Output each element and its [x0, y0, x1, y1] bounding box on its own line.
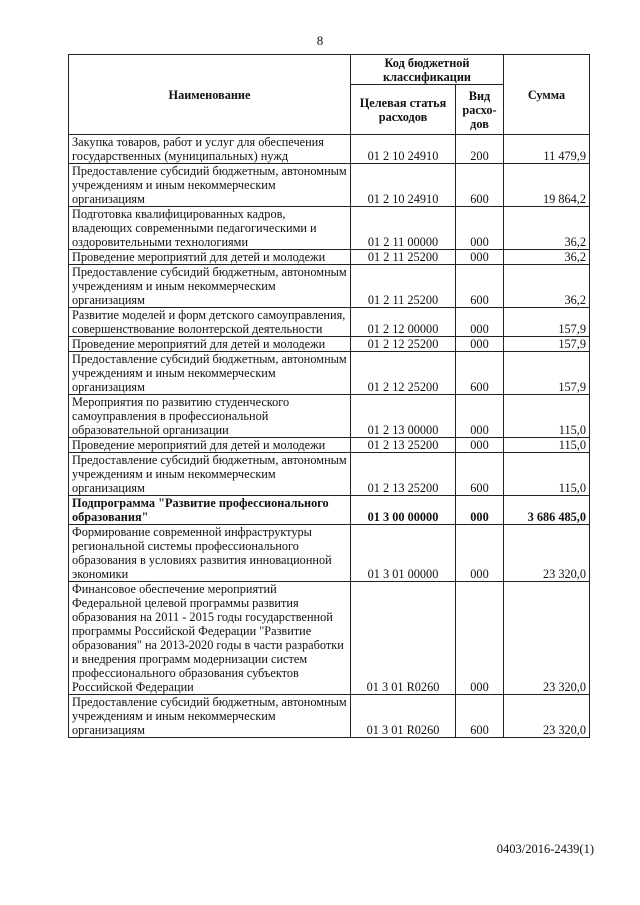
cell-sum: 23 320,0 [504, 695, 590, 738]
cell-sum: 23 320,0 [504, 525, 590, 582]
header-sum: Сумма [504, 55, 590, 135]
cell-kind: 200 [456, 135, 504, 164]
cell-name: Формирование современной инфраструктуры региональной системы профессионального образования в условиях развития инновационной экономики [69, 525, 351, 582]
cell-article: 01 2 12 00000 [351, 308, 456, 337]
table-row [69, 135, 590, 164]
cell-kind: 000 [456, 395, 504, 438]
document-code: 0403/2016-2439(1) [496, 842, 594, 856]
header-article: Целевая статья расходов [351, 85, 456, 135]
cell-kind: 000 [456, 337, 504, 352]
table-row [69, 496, 590, 525]
cell-article: 01 2 12 25200 [351, 352, 456, 395]
cell-name: Подготовка квалифицированных кадров, владеющих современными педагогическими и оздоровительными технологиями [69, 207, 351, 250]
cell-kind: 000 [456, 438, 504, 453]
cell-kind: 600 [456, 265, 504, 308]
cell-article: 01 3 00 00000 [351, 496, 456, 525]
cell-sum: 36,2 [504, 207, 590, 250]
table-row [69, 308, 590, 337]
cell-name: Закупка товаров, работ и услуг для обеспечения государственных (муниципальных) нужд [69, 135, 351, 164]
cell-article: 01 2 10 24910 [351, 135, 456, 164]
table-header [69, 55, 590, 135]
header-code-group: Код бюджетной классификации [351, 55, 504, 85]
cell-article: 01 3 01 R0260 [351, 695, 456, 738]
cell-name: Проведение мероприятий для детей и молодежи [69, 250, 351, 265]
cell-name: Финансовое обеспечение мероприятий Федеральной целевой программы развития образования на 2011 - 2015 годы государственной программы Российской Федерации "Развитие образования" на 2013-2020 годы в части разработки и внедрения программ модернизации систем профессионального образования субъектов Российской Федерации [69, 582, 351, 695]
cell-kind: 600 [456, 164, 504, 207]
cell-article: 01 2 13 00000 [351, 395, 456, 438]
cell-sum: 115,0 [504, 438, 590, 453]
table-row [69, 582, 590, 695]
cell-sum: 157,9 [504, 352, 590, 395]
cell-kind: 000 [456, 250, 504, 265]
cell-sum: 23 320,0 [504, 582, 590, 695]
table-row [69, 695, 590, 738]
cell-sum: 3 686 485,0 [504, 496, 590, 525]
cell-name: Предоставление субсидий бюджетным, автономным учреждениям и иным некоммерческим организациям [69, 695, 351, 738]
table-row [69, 395, 590, 438]
table-row [69, 337, 590, 352]
cell-article: 01 2 12 25200 [351, 337, 456, 352]
table-row [69, 265, 590, 308]
table-row [69, 250, 590, 265]
cell-article: 01 2 10 24910 [351, 164, 456, 207]
page-number: 8 [316, 33, 324, 48]
cell-sum: 19 864,2 [504, 164, 590, 207]
cell-article: 01 3 01 00000 [351, 525, 456, 582]
table-row [69, 525, 590, 582]
cell-sum: 157,9 [504, 308, 590, 337]
table-row [69, 164, 590, 207]
cell-name: Проведение мероприятий для детей и молодежи [69, 438, 351, 453]
cell-sum: 157,9 [504, 337, 590, 352]
cell-name: Предоставление субсидий бюджетным, автономным учреждениям и иным некоммерческим организациям [69, 352, 351, 395]
cell-kind: 000 [456, 308, 504, 337]
table-body [69, 135, 590, 738]
table-row [69, 438, 590, 453]
cell-sum: 115,0 [504, 453, 590, 496]
table-row [69, 207, 590, 250]
budget-table [68, 54, 590, 738]
cell-name: Предоставление субсидий бюджетным, автономным учреждениям и иным некоммерческим организациям [69, 265, 351, 308]
cell-kind: 000 [456, 496, 504, 525]
cell-name: Мероприятия по развитию студенческого самоуправления в профессиональной образовательной организации [69, 395, 351, 438]
cell-kind: 600 [456, 453, 504, 496]
cell-sum: 115,0 [504, 395, 590, 438]
cell-article: 01 3 01 R0260 [351, 582, 456, 695]
cell-sum: 36,2 [504, 250, 590, 265]
cell-article: 01 2 13 25200 [351, 453, 456, 496]
cell-kind: 000 [456, 207, 504, 250]
header-kind: Вид расхо-дов [456, 85, 504, 135]
cell-kind: 000 [456, 525, 504, 582]
cell-kind: 600 [456, 695, 504, 738]
header-name: Наименование [69, 55, 351, 135]
cell-article: 01 2 11 00000 [351, 207, 456, 250]
cell-kind: 000 [456, 582, 504, 695]
cell-article: 01 2 11 25200 [351, 265, 456, 308]
cell-name: Развитие моделей и форм детского самоуправления, совершенствование волонтерской деятельности [69, 308, 351, 337]
cell-name: Предоставление субсидий бюджетным, автономным учреждениям и иным некоммерческим организациям [69, 164, 351, 207]
cell-name: Предоставление субсидий бюджетным, автономным учреждениям и иным некоммерческим организациям [69, 453, 351, 496]
table-row [69, 453, 590, 496]
table-row [69, 352, 590, 395]
cell-name: Проведение мероприятий для детей и молодежи [69, 337, 351, 352]
cell-article: 01 2 13 25200 [351, 438, 456, 453]
cell-sum: 11 479,9 [504, 135, 590, 164]
cell-name: Подпрограмма "Развитие профессионального образования" [69, 496, 351, 525]
cell-article: 01 2 11 25200 [351, 250, 456, 265]
cell-sum: 36,2 [504, 265, 590, 308]
cell-kind: 600 [456, 352, 504, 395]
